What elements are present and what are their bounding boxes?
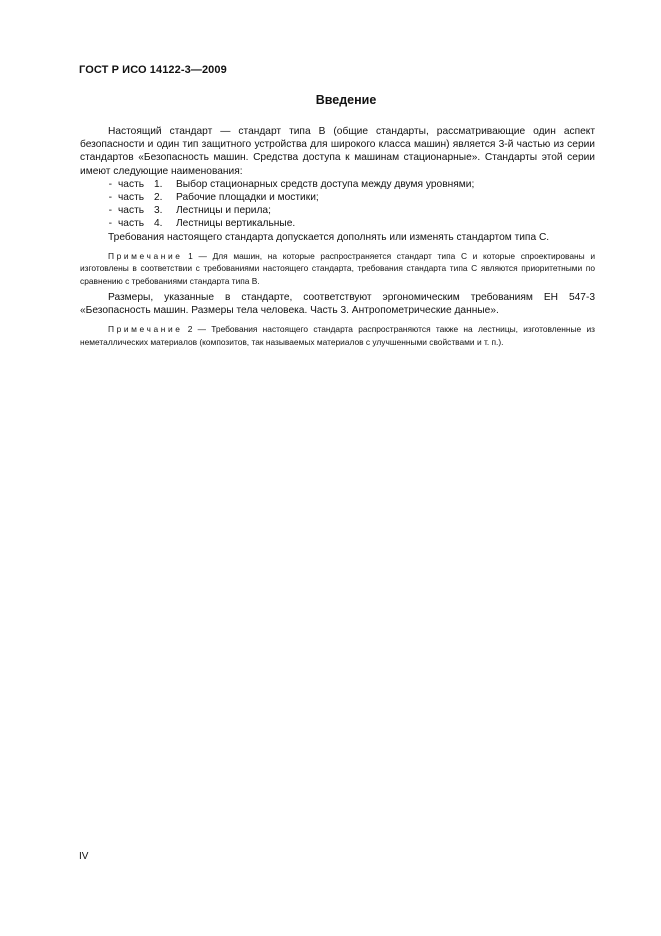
- dimensions-paragraph: Размеры, указанные в стандарте, соответствуют эргономическим требованиям ЕН 547-3 «Безопасность машин. Размеры тела человека. Часть 3. Антропометрические данные».: [80, 291, 595, 317]
- page-number: IV: [79, 851, 89, 862]
- list-item: [80, 217, 595, 230]
- section-title: Введение: [315, 93, 377, 107]
- parts-list: [80, 178, 595, 231]
- list-dash: -: [108, 178, 112, 190]
- list-part-number: 2.: [154, 192, 163, 203]
- list-part-title: Рабочие площадки и мостики;: [176, 192, 319, 203]
- note-2: [80, 323, 595, 348]
- list-item: [80, 191, 595, 204]
- list-part-number: 1.: [154, 178, 163, 190]
- list-part-number: 3.: [154, 205, 163, 217]
- note-2-text: 2 — Требования настоящего стандарта распространяются также на лестницы, изготовленные из неметаллических материалов (композитов, так называемых материалов с улучшенными свойствами и т. п.).: [80, 324, 595, 347]
- note-label: Примечание: [108, 324, 183, 335]
- requirements-paragraph: Требования настоящего стандарта допускается дополнять или изменять стандартом типа С.: [108, 231, 550, 243]
- list-part-number: 4.: [154, 218, 163, 230]
- list-dash: -: [108, 218, 112, 230]
- list-part-word: часть: [118, 205, 145, 217]
- list-part-word: часть: [118, 218, 145, 230]
- note-1: [80, 250, 595, 287]
- note-label: Примечание: [108, 250, 183, 261]
- list-dash: -: [108, 205, 112, 217]
- list-part-word: часть: [118, 192, 145, 203]
- document-body: [80, 125, 595, 352]
- list-item: [80, 178, 595, 191]
- standard-designation: ГОСТ Р ИСО 14122-3—2009: [79, 64, 227, 76]
- list-item: [80, 204, 595, 217]
- list-part-title: Лестницы вертикальные.: [176, 218, 296, 230]
- list-part-title: Выбор стационарных средств доступа между двумя уровнями;: [176, 178, 475, 190]
- list-dash: -: [108, 192, 112, 203]
- list-part-title: Лестницы и перила;: [176, 205, 271, 217]
- intro-paragraph: Настоящий стандарт — стандарт типа B (общие стандарты, рассматривающие один аспект безопасности и один тип защитного устройства для широкого класса машин) является 3-й частью из серии стандартов «Безопасность машин. Средства доступа к машинам стационарные». Стандарты этой серии имеют следующие наименования:: [80, 126, 595, 177]
- note-1-text: 1 — Для машин, на которые распространяется стандарт типа С и которые спроектированы и изготовлены в соответствии с требованиями настоящего стандарта, требования стандарта типа С являются приоритетными по сравнению с требованиями стандарта типа B.: [80, 250, 595, 286]
- list-part-word: часть: [118, 178, 145, 190]
